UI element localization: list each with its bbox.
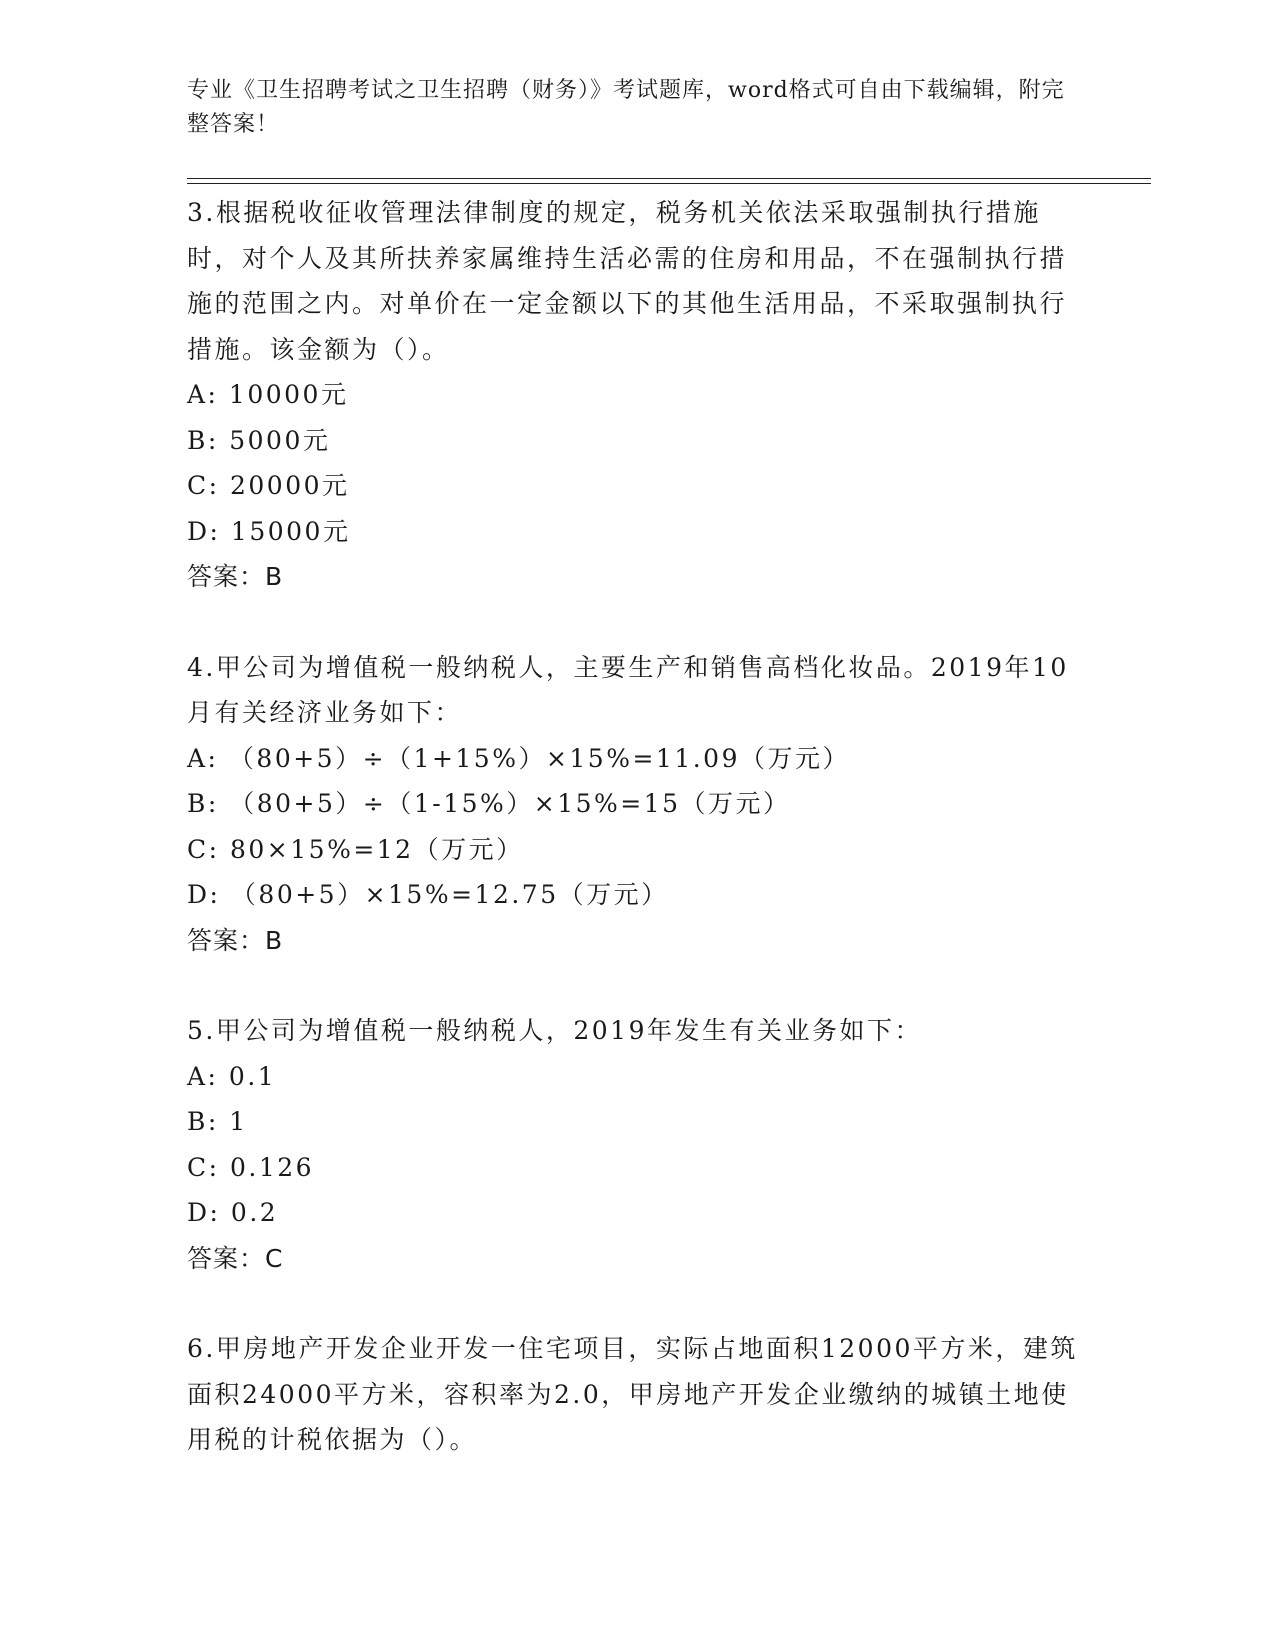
option-c: C: 20000元 xyxy=(187,471,350,500)
option-b: B: 1 xyxy=(187,1107,248,1136)
spacer xyxy=(187,963,1087,1008)
header-rule-top xyxy=(187,178,1151,179)
option-d: D: 15000元 xyxy=(187,516,351,546)
question-4 xyxy=(187,645,1087,964)
question-5 xyxy=(187,1008,1087,1281)
option-d: D: （80+5）×15%=12.75（万元） xyxy=(187,880,669,909)
option-b: B: （80+5）÷（1-15%）×15%=15（万元） xyxy=(187,789,791,818)
question-6 xyxy=(187,1326,1087,1463)
spacer xyxy=(187,600,1087,645)
answer: 答案：C xyxy=(187,1243,284,1273)
option-b: B: 5000元 xyxy=(187,425,331,455)
option-d: D: 0.2 xyxy=(187,1198,279,1227)
answer: 答案：B xyxy=(187,925,284,955)
question-text: 3.根据税收征收管理法律制度的规定，税务机关依法采取强制执行措施时，对个人及其所扶养家属维持生活必需的住房和用品，不在强制执行措施的范围之内。对单价在一定金额以下的其他生活用品，不采取强制执行措施。该金额为（）。 xyxy=(187,198,1068,364)
question-3 xyxy=(187,190,1087,600)
question-list xyxy=(187,190,1087,1463)
option-a: A: 10000元 xyxy=(187,380,349,409)
header-rule-bottom xyxy=(187,183,1151,184)
option-a: A: 0.1 xyxy=(187,1061,277,1091)
option-c: C: 0.126 xyxy=(187,1152,315,1182)
answer: 答案：B xyxy=(187,562,284,591)
document-header: 专业《卫生招聘考试之卫生招聘（财务）》考试题库，word格式可自由下载编辑，附完整答案！ xyxy=(187,78,1065,137)
question-text: 4.甲公司为增值税一般纳税人，主要生产和销售高档化妆品。2019年10月有关经济业务如下： xyxy=(187,652,1069,727)
question-text: 6.甲房地产开发企业开发一住宅项目，实际占地面积12000平方米，建筑面积24000平方米，容积率为2.0，甲房地产开发企业缴纳的城镇土地使用税的计税依据为（）。 xyxy=(187,1334,1078,1454)
option-a: A: （80+5）÷（1+15%）×15%=11.09（万元） xyxy=(187,743,850,773)
question-text: 5.甲公司为增值税一般纳税人，2019年发生有关业务如下： xyxy=(187,1016,922,1045)
spacer xyxy=(187,1281,1087,1326)
option-c: C: 80×15%=12（万元） xyxy=(187,834,524,864)
